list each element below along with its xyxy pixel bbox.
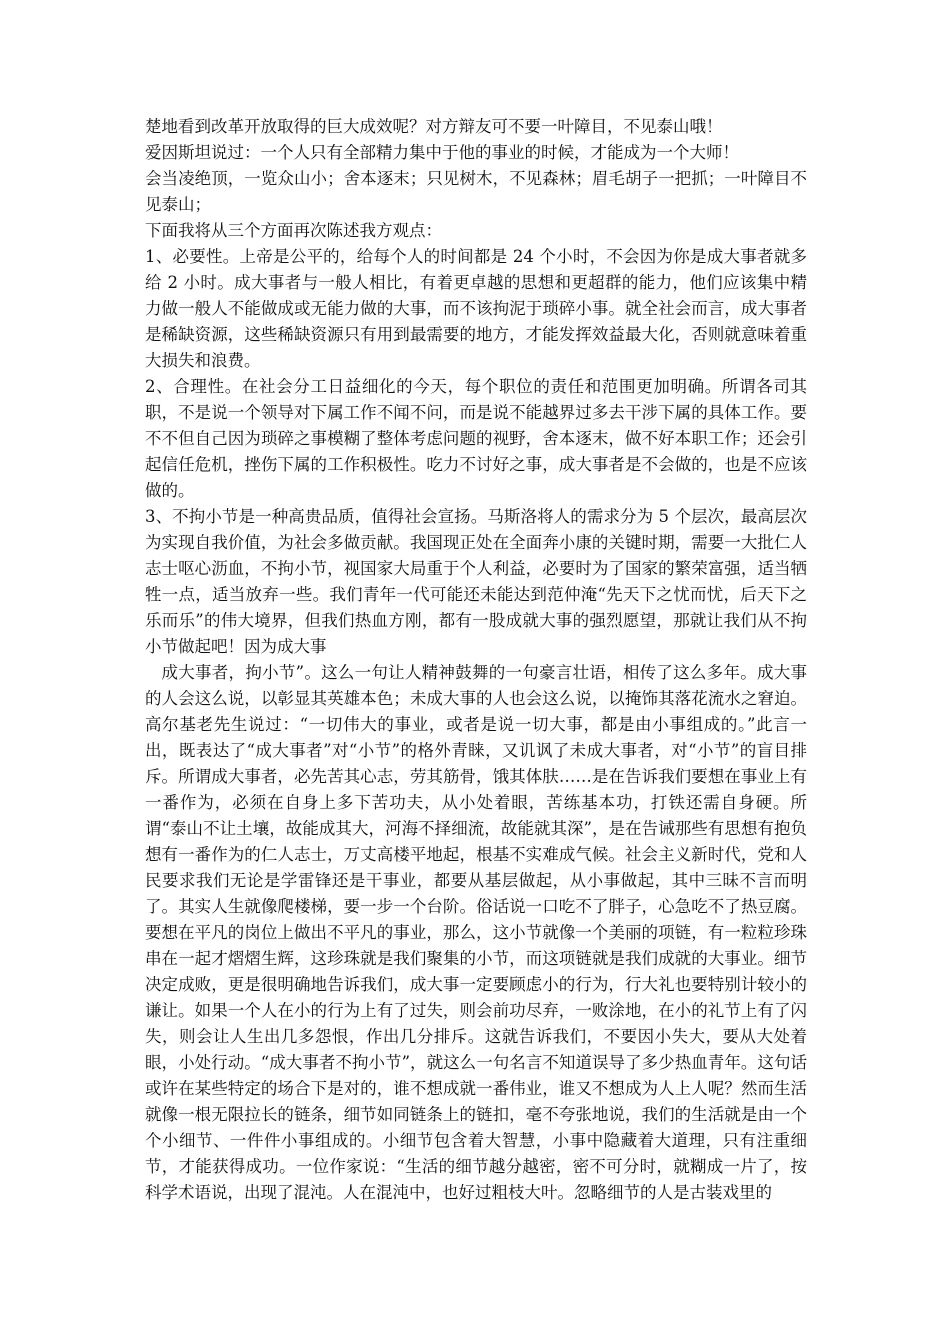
- paragraph-4: 下面我将从三个方面再次陈述我方观点：: [145, 221, 442, 240]
- paragraph-3: 会当凌绝顶，一览众山小；舍本逐末；只见树木，不见森林；眉毛胡子一把抓；一叶障目不见泰山；: [145, 169, 807, 214]
- paragraph-6: 2、合理性。在社会分工日益细化的今天，每个职位的责任和范围更加明确。所谓各司其职，不是说一个领导对下属工作不闻不问，而是说不能越界过多去干涉下属的具体工作。要不不但自己因为琐碎之事模糊了整体考虑问题的视野，舍本逐末，做不好本职工作；还会引起信任危机，挫伤下属的工作积极性。吃力不讨好之事，成大事者是不会做的，也是不应该做的。: [145, 377, 807, 500]
- paragraph-1: 楚地看到改革开放取得的巨大成效呢？对方辩友可不要一叶障目，不见泰山哦！: [145, 117, 723, 136]
- document-body: [145, 114, 807, 1206]
- paragraph-7: 3、不拘小节是一种高贵品质，值得社会宣扬。马斯洛将人的需求分为 5 个层次，最高层次为实现自我价值，为社会多做贡献。我国现正处在全面奔小康的关键时期，需要一大批仁人志士呕心沥血，不拘小节，视国家大局重于个人利益，必要时为了国家的繁荣富强，适当牺牲一点，适当放弃一些。我们青年一代可能还未能达到范仲淹“先天下之忧而忧，后天下之乐而乐”的伟大境界，但我们热血方刚，都有一股成就大事的强烈愿望，那就让我们从不拘小节做起吧！因为成大事: [145, 507, 807, 656]
- paragraph-2: 爱因斯坦说过：一个人只有全部精力集中于他的事业的时候，才能成为一个大师！: [145, 143, 739, 162]
- paragraph-5: 1、必要性。上帝是公平的，给每个人的时间都是 24 个小时，不会因为你是成大事者就多给 2 小时。成大事者与一般人相比，有着更卓越的思想和更超群的能力，他们应该集中精力做一般人不能做成或无能力做的大事，而不该拘泥于琐碎小事。就全社会而言，成大事者是稀缺资源，这些稀缺资源只有用到最需要的地方，才能发挥效益最大化，否则就意味着重大损失和浪费。: [145, 247, 807, 370]
- paragraph-8: 成大事者，拘小节”。这么一句让人精神鼓舞的一句豪言壮语，相传了这么多年。成大事的人会这么说，以彰显其英雄本色；未成大事的人也会这么说，以掩饰其落花流水之窘迫。高尔基老先生说过：“一切伟大的事业，或者是说一切大事，都是由小事组成的。”此言一出，既表达了“成大事者”对“小节”的格外青睐，又讥讽了未成大事者，对“小节”的盲目排斥。所谓成大事者，必先苦其心志，劳其筋骨，饿其体肤……是在告诉我们要想在事业上有一番作为，必须在自身上多下苦功夫，从小处着眼，苦练基本功，打铁还需自身硬。所谓“泰山不让土壤，故能成其大，河海不择细流，故能就其深”，是在告诫那些有思想有抱负想有一番作为的仁人志士，万丈高楼平地起，根基不实难成气候。社会主义新时代，党和人民要求我们无论是学雷锋还是干事业，都要从基层做起，从小事做起，其中三昧不言而明了。其实人生就像爬楼梯，要一步一个台阶。俗话说一口吃不了胖子，心急吃不了热豆腐。要想在平凡的岗位上做出不平凡的事业，那么，这小节就像一个美丽的项链，有一粒粒珍珠串在一起才熠熠生辉，这珍珠就是我们聚集的小节，而这项链就是我们成就的大事业。细节决定成败，更是很明确地告诉我们，成大事一定要顾虑小的行为，行大礼也要特别计较小的谦让。如果一个人在小的行为上有了过失，则会前功尽弃，一败涂地，在小的礼节上有了闪失，则会让人生出几多怨恨，作出几分排斥。这就告诉我们，不要因小失大，要从大处着眼，小处行动。“成大事者不拘小节”，就这么一句名言不知道误导了多少热血青年。这句话或许在某些特定的场合下是对的，谁不想成就一番伟业，谁又不想成为人上人呢？然而生活就像一根无限拉长的链条，细节如同链条上的链扣，毫不夸张地说，我们的生活就是由一个个小细节、一件件小事组成的。小细节包含着大智慧，小事中隐藏着大道理，只有注重细节，才能获得成功。一位作家说：“生活的细节越分越密，密不可分时，就糊成一片了，按科学术语说，出现了混沌。人在混沌中，也好过粗枝大叶。忽略细节的人是古装戏里的: [145, 663, 807, 1202]
